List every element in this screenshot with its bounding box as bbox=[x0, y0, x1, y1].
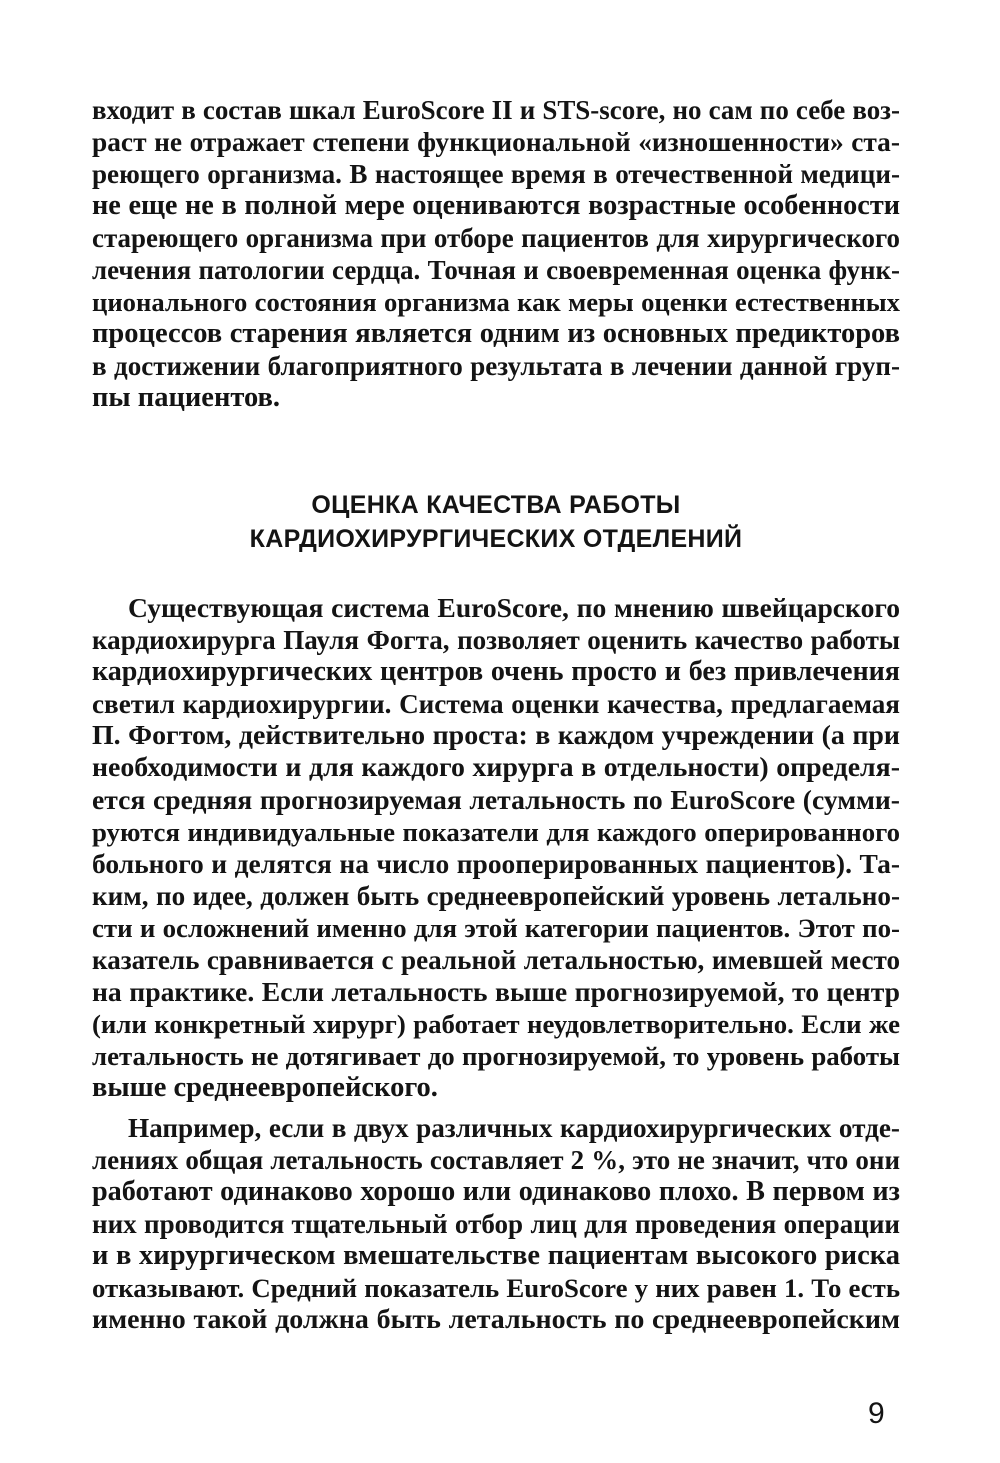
text-line: Например, если в двух различных кардиохирургических отде- bbox=[128, 1113, 900, 1143]
text-line: пы пациентов. bbox=[92, 382, 281, 413]
section-heading bbox=[92, 488, 900, 556]
text-line: руются индивидуальные показатели для каждого оперированного bbox=[92, 817, 900, 847]
text-line: сти и осложнений именно для этой категории пациентов. Этот по- bbox=[92, 913, 900, 943]
text-line: входит в состав шкал EuroScore II и STS-score, но сам по себе воз- bbox=[92, 95, 900, 125]
text-line: казатель сравнивается с реальной летальностью, имевшей место bbox=[92, 945, 900, 975]
text-line: летальность не дотягивает до прогнозируемой, то уровень работы bbox=[92, 1041, 900, 1071]
text-line: ционального состояния организма как меры оценки естественных bbox=[92, 287, 900, 317]
text-line: отказывают. Средний показатель EuroScore у них равен 1. То есть bbox=[92, 1273, 900, 1303]
text-line: необходимости и для каждого хирурга в отдельности) определя- bbox=[92, 752, 900, 783]
text-line: именно такой должна быть летальность по среднеевропейским bbox=[92, 1304, 900, 1335]
text-line: реющего организма. В настоящее время в отечественной медици- bbox=[92, 159, 900, 189]
text-line: в достижении благоприятного результата в лечении данной груп- bbox=[92, 351, 900, 381]
text-line: больного и делятся на число прооперированных пациентов). Та- bbox=[92, 849, 900, 879]
text-line: П. Фогтом, действительно проста: в каждом учреждении (а при bbox=[92, 720, 900, 751]
text-line: и в хирургическом вмешательстве пациентам высокого риска bbox=[92, 1240, 900, 1271]
text-line: лениях общая летальность составляет 2 %, это не значит, что они bbox=[92, 1145, 900, 1175]
text-line: не еще не в полной мере оцениваются возрастные особенности bbox=[92, 190, 900, 221]
intro-paragraph bbox=[92, 94, 900, 414]
text-line: лечения патологии сердца. Точная и своевременная оценка функ- bbox=[92, 255, 900, 285]
text-line: ется средняя прогнозируемая летальность по EuroScore (сумми- bbox=[92, 784, 900, 815]
section-heading-line-1: ОЦЕНКА КАЧЕСТВА РАБОТЫ bbox=[311, 491, 681, 519]
text-line: раст не отражает степени функциональной «изношенности» ста- bbox=[92, 127, 900, 157]
paragraph-example bbox=[92, 1112, 900, 1336]
text-line: ким, по идее, должен быть среднеевропейский уровень летально- bbox=[92, 881, 900, 911]
text-line: работают одинаково хорошо или одинаково плохо. В первом из bbox=[92, 1176, 900, 1207]
text-line: процессов старения является одним из основных предикторов bbox=[92, 318, 900, 349]
text-line: кардиохирурга Пауля Фогта, позволяет оценить качество работы bbox=[92, 625, 900, 655]
section-heading-line-2: КАРДИОХИРУРГИЧЕСКИХ ОТДЕЛЕНИЙ bbox=[249, 525, 743, 553]
text-line: кардиохирургических центров очень просто и без привлечения bbox=[92, 656, 900, 687]
text-line: на практике. Если летальность выше прогнозируемой, то центр bbox=[92, 976, 900, 1007]
text-line: стареющего организма при отборе пациентов для хирургического bbox=[92, 223, 900, 253]
page-number: 9 bbox=[868, 1397, 885, 1430]
text-line: Существующая система EuroScore, по мнению швейцарского bbox=[128, 592, 900, 623]
text-line: выше среднеевропейского. bbox=[92, 1072, 438, 1103]
paragraph-eurоscore-system bbox=[92, 592, 900, 1104]
text-line: светил кардиохирургии. Система оценки качества, предлагаемая bbox=[92, 689, 900, 719]
text-line: (или конкретный хирург) работает неудовлетворительно. Если же bbox=[92, 1009, 900, 1039]
text-line: них проводится тщательный отбор лиц для проведения операции bbox=[92, 1209, 900, 1239]
